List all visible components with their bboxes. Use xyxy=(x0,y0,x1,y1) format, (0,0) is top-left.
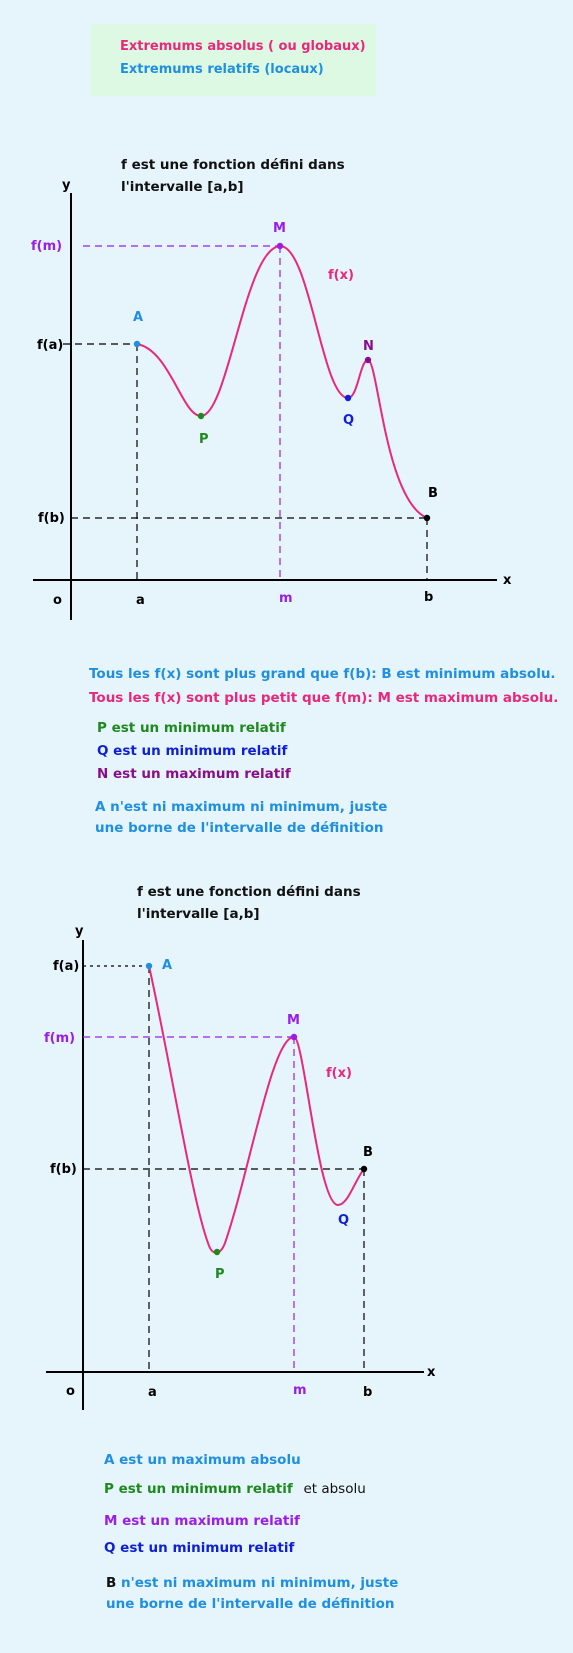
diagram1-statement-line2: l'intervalle [a,b] xyxy=(121,179,244,195)
d2-origin-label: o xyxy=(66,1384,75,1399)
d1-x-label: x xyxy=(503,573,512,588)
d1-origin-label: o xyxy=(53,593,62,608)
d2-fm-label: f(m) xyxy=(44,1031,76,1046)
d2-m-label: m xyxy=(293,1383,307,1398)
d1-max-abs-text: Tous les f(x) sont plus petit que f(m): M est maximum absolu. xyxy=(89,690,559,706)
d2-b-first: B xyxy=(106,1575,117,1591)
d1-point-A xyxy=(134,341,140,347)
d2-point-B xyxy=(361,1166,367,1172)
d1-A-label: A xyxy=(133,310,144,325)
d2-point-A xyxy=(146,963,152,969)
d2-b-rest: n'est ni maximum ni minimum, juste xyxy=(116,1575,399,1591)
d2-x-label: x xyxy=(427,1365,436,1380)
d1-point-N xyxy=(365,357,371,363)
legend-relative: Extremums relatifs (locaux) xyxy=(120,62,324,77)
d1-a-text-line1: A n'est ni maximum ni minimum, juste xyxy=(95,799,388,815)
d2-P-label: P xyxy=(215,1267,225,1282)
d2-y-label: y xyxy=(75,924,84,939)
d1-curve xyxy=(137,246,427,518)
d2-fx-label: f(x) xyxy=(326,1066,352,1081)
d1-N-label: N xyxy=(363,339,374,354)
d1-M-label: M xyxy=(273,221,286,236)
d2-M-label: M xyxy=(287,1013,300,1028)
d1-P-label: P xyxy=(199,432,209,447)
d2-m-text: M est un maximum relatif xyxy=(104,1513,300,1529)
d2-fb-label: f(b) xyxy=(50,1162,77,1177)
d2-b-text-line1 xyxy=(106,1575,398,1591)
d2-b-text-line2: une borne de l'intervalle de définition xyxy=(106,1596,395,1612)
d1-fm-label: f(m) xyxy=(31,239,63,254)
d2-point-P xyxy=(214,1249,220,1255)
d1-Q-label: Q xyxy=(343,413,355,428)
d2-p-abs-text: et absolu xyxy=(303,1481,366,1497)
d1-fx-label: f(x) xyxy=(328,268,354,283)
d2-A-label: A xyxy=(162,958,173,973)
d2-a-label: a xyxy=(148,1385,157,1400)
d1-point-Q xyxy=(345,395,351,401)
d2-curve xyxy=(149,966,364,1253)
d2-p-text: P est un minimum relatif xyxy=(104,1481,293,1497)
d1-point-P xyxy=(198,413,204,419)
diagram2-statement-line2: l'intervalle [a,b] xyxy=(137,906,260,922)
d2-point-M xyxy=(291,1034,297,1040)
d1-fb-label: f(b) xyxy=(38,511,65,526)
d1-min-abs-text: Tous les f(x) sont plus grand que f(b): B est minimum absolu. xyxy=(89,666,556,682)
diagram2-statement-line1: f est une fonction défini dans xyxy=(137,884,361,900)
d1-y-label: y xyxy=(62,178,71,193)
d2-q-text: Q est un minimum relatif xyxy=(104,1540,295,1556)
d2-Q-label: Q xyxy=(338,1213,350,1228)
d1-q-text: Q est un minimum relatif xyxy=(97,743,288,759)
d2-b-label: b xyxy=(363,1385,373,1400)
d1-point-M xyxy=(277,243,283,249)
d1-m-label: m xyxy=(279,591,293,606)
d2-p-text-row xyxy=(104,1481,366,1497)
d1-a-text-line2: une borne de l'intervalle de définition xyxy=(95,820,384,836)
diagram1-graph xyxy=(0,0,573,640)
d1-a-label: a xyxy=(136,593,145,608)
d2-fa-label: f(a) xyxy=(53,959,80,974)
d1-p-text: P est un minimum relatif xyxy=(97,720,286,736)
d1-point-B xyxy=(424,515,430,521)
d1-fa-label: f(a) xyxy=(37,338,64,353)
d1-n-text: N est un maximum relatif xyxy=(97,766,291,782)
d2-a-text: A est un maximum absolu xyxy=(104,1452,301,1468)
d2-B-label: B xyxy=(363,1145,373,1160)
d1-b-label: b xyxy=(424,590,434,605)
d1-B-label: B xyxy=(428,486,438,501)
diagram1-statement-line1: f est une fonction défini dans xyxy=(121,157,345,173)
legend-absolute: Extremums absolus ( ou globaux) xyxy=(120,39,366,54)
